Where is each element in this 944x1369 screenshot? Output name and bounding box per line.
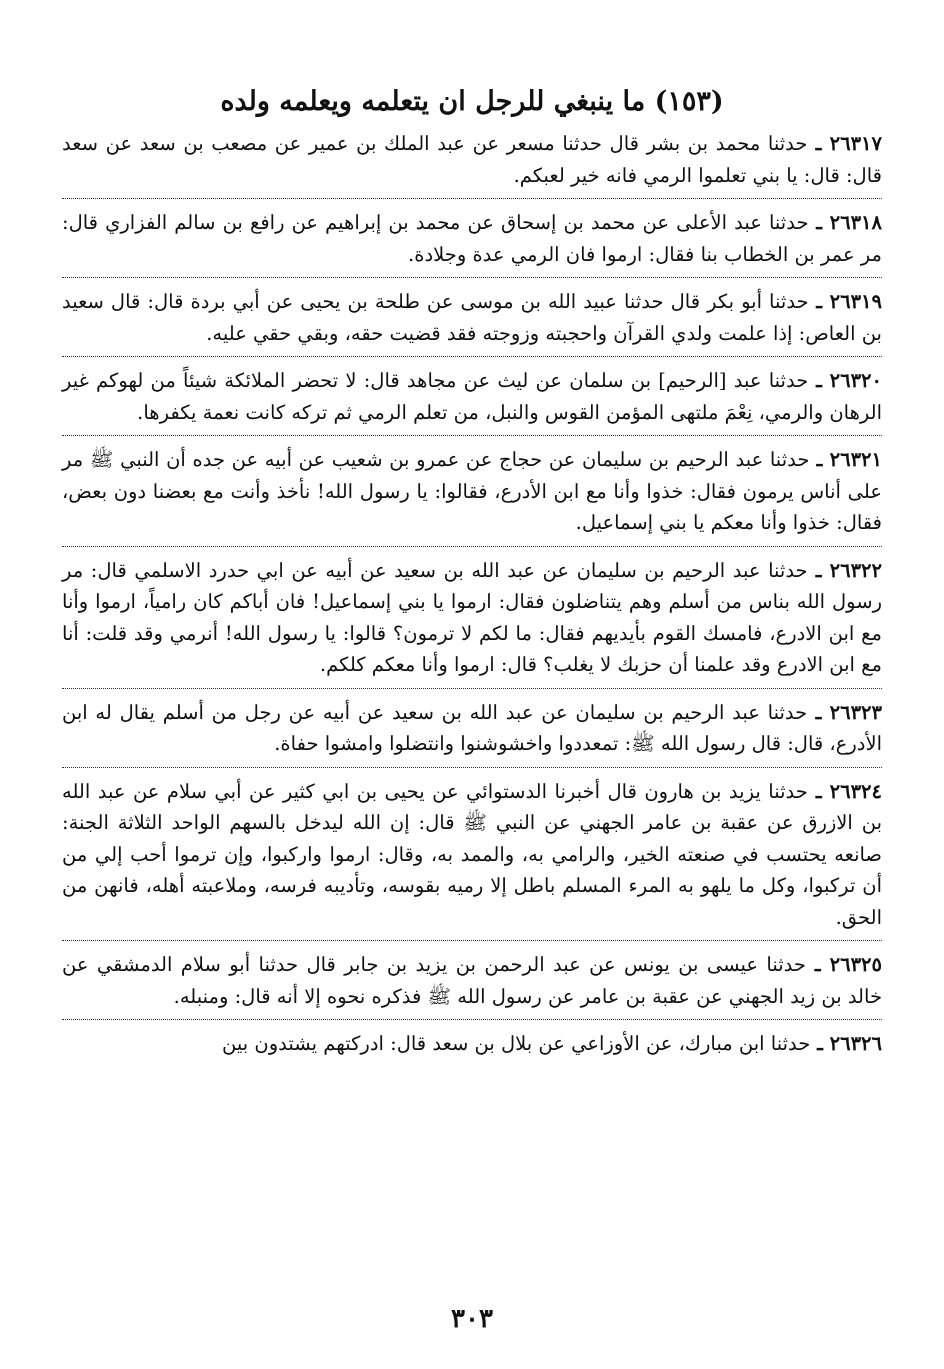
chapter-title: (١٥٣) ما ينبغي للرجل ان يتعلمه ويعلمه ولده [220, 86, 724, 117]
hadith-text: حدثنا أبو بكر قال حدثنا عبيد الله بن موسى عن طلحة بن يحيى عن أبي بردة قال: قال سعيد بن العاص: إذا علمت ولدي القرآن واحجبته وزوجته فقد قضيت حقه، وبقي حقي عليه. [62, 290, 882, 345]
hadith-text: حدثنا عبد [الرحيم] بن سلمان عن ليث عن مجاهد قال: لا تحضر الملائكة شيئاً من لهوكم غير الرهان والرمي، نِعْمَ ملتهى المؤمن القوس والنبل، من تعلم الرمي ثم تركه كانت نعمة يكفرها. [62, 369, 882, 424]
hadith-paragraph: ٢٦٣٢٣ ـ حدثنا عبد الرحيم بن سليمان عن عبد الله بن سعيد عن أبيه عن رجل من أسلم يقال له ابن الأدرع، قال: قال رسول الله ﷺ: تمعددوا واخشوشنوا وانتضلوا وامشوا حفاة. [62, 688, 882, 760]
hadith-text: حدثنا عبد الرحيم بن سليمان عن حجاج عن عمرو بن شعيب عن أبيه عن جده أن النبي ﷺ مر على أناس يرمون فقال: خذوا وأنا مع ابن الأدرع، فقالوا: يا رسول الله! نأخذ وأنت مع بعضنا دون بعض، فقال: خذوا وأنا معكم يا بني إسماعيل. [62, 448, 882, 534]
hadith-paragraph: ٢٦٣١٧ ـ حدثنا محمد بن بشر قال حدثنا مسعر عن عبد الملك بن عمير عن مصعب بن سعد عن سعد قال: قال: يا بني تعلموا الرمي فانه خير لعبكم. [62, 132, 882, 187]
hadith-paragraph: ٢٦٣٢٦ ـ حدثنا ابن مبارك، عن الأوزاعي عن بلال بن سعد قال: ادركتهم يشتدون بين [62, 1019, 882, 1060]
hadith-paragraph: ٢٦٣٢٤ ـ حدثنا يزيد بن هارون قال أخبرنا الدستوائي عن يحيى بن ابي كثير عن أبي سلام عن عبد الله بن الازرق عن عقبة بن عامر الجهني عن النبي ﷺ قال: إن الله ليدخل بالسهم الواحد الثلاثة الجنة: صانعه يحتسب في صنعته الخير، والرامي به، والممد به، وقال: ارموا واركبوا، وإن ترموا أحب إلي من أن تركبوا، وكل ما يلهو به المرء المسلم باطل إلا رميه بقوسه، وتأديبه فرسه، وملاعبته أهله، فانهن من الحق. [62, 767, 882, 934]
hadith-number: ٢٦٣٢٤ [829, 779, 882, 803]
hadith-number: ٢٦٣١٩ [829, 290, 882, 313]
hadith-number: ٢٦٣١٧ [829, 132, 882, 155]
hadith-number: ٢٦٣٢٠ [829, 369, 882, 392]
hadith-text: حدثنا عيسى بن يونس عن عبد الرحمن بن يزيد بن جابر قال حدثنا أبو سلام الدمشقي عن خالد بن زيد الجهني عن عقبة بن عامر عن رسول الله ﷺ فذكره نحوه إلا أنه قال: ومنبله. [62, 953, 882, 1008]
hadith-number: ٢٦٣٢١ [829, 448, 883, 471]
hadith-paragraph: ٢٦٣١٨ ـ حدثنا عبد الأعلى عن محمد بن إسحاق عن محمد بن إبراهيم عن رافع بن سالم الفزاري قال: مر عمر بن الخطاب بنا فقال: ارموا فان الرمي عدة وجلادة. [62, 198, 882, 270]
hadith-number: ٢٦٣٢٢ [829, 558, 883, 582]
hadith-paragraph: ٢٦٣١٩ ـ حدثنا أبو بكر قال حدثنا عبيد الله بن موسى عن طلحة بن يحيى عن أبي بردة قال: قال سعيد بن العاص: إذا علمت ولدي القرآن واحجبته وزوجته فقد قضيت حقه، وبقي حقي عليه. [62, 277, 882, 349]
hadith-text: حدثنا يزيد بن هارون قال أخبرنا الدستوائي عن يحيى بن ابي كثير عن أبي سلام عن عبد الله بن الازرق عن عقبة بن عامر الجهني عن النبي ﷺ قال: إن الله ليدخل بالسهم الواحد الثلاثة الجنة: صانعه يحتسب في صنعته الخير، والرامي به، والممد به، وقال: ارموا واركبوا، وإن ترموا أحب إلي من أن تركبوا، وكل ما يلهو به المرء المسلم باطل إلا رميه بقوسه، وتأديبه فرسه، وملاعبته أهله، فانهن من الحق. [62, 779, 882, 929]
hadith-list [62, 128, 882, 1060]
hadith-paragraph: ٢٦٣٢١ ـ حدثنا عبد الرحيم بن سليمان عن حجاج عن عمرو بن شعيب عن أبيه عن جده أن النبي ﷺ مر على أناس يرمون فقال: خذوا وأنا مع ابن الأدرع، فقالوا: يا رسول الله! نأخذ وأنت مع بعضنا دون بعض، فقال: خذوا وأنا معكم يا بني إسماعيل. [62, 435, 882, 539]
hadith-text: حدثنا عبد الأعلى عن محمد بن إسحاق عن محمد بن إبراهيم عن رافع بن سالم الفزاري قال: مر عمر بن الخطاب بنا فقال: ارموا فان الرمي عدة وجلادة. [62, 211, 882, 266]
hadith-text: حدثنا ابن مبارك، عن الأوزاعي عن بلال بن سعد قال: ادركتهم يشتدون بين [222, 1032, 811, 1055]
hadith-number: ٢٦٣٢٣ [829, 700, 882, 724]
page-number: ٣٠٣ [451, 1304, 493, 1334]
hadith-number: ٢٦٣٢٦ [829, 1032, 882, 1055]
hadith-text: حدثنا عبد الرحيم بن سليمان عن عبد الله بن سعيد عن أبيه عن رجل من أسلم يقال له ابن الأدرع، قال: قال رسول الله ﷺ: تمعددوا واخشوشنوا وانتضلوا وامشوا حفاة. [62, 700, 882, 755]
hadith-text: حدثنا محمد بن بشر قال حدثنا مسعر عن عبد الملك بن عمير عن مصعب بن سعد عن سعد قال: قال: يا بني تعلموا الرمي فانه خير لعبكم. [62, 132, 882, 187]
hadith-paragraph: ٢٦٣٢٠ ـ حدثنا عبد [الرحيم] بن سلمان عن ليث عن مجاهد قال: لا تحضر الملائكة شيئاً من لهوكم غير الرهان والرمي، نِعْمَ ملتهى المؤمن القوس والنبل، من تعلم الرمي ثم تركه كانت نعمة يكفرها. [62, 356, 882, 428]
hadith-number: ٢٦٣٢٥ [829, 953, 882, 976]
book-page [62, 80, 883, 1334]
hadith-text: حدثنا عبد الرحيم بن سليمان عن عبد الله بن سعيد عن أبيه عن ابي حدرد الاسلمي قال: مر رسول الله بناس من أسلم وهم يتناضلون فقال: ارموا يا بني إسماعيل! فان أباكم كان رامياً، ارموا وأنا مع ابن الادرع، فامسك القوم بأيديهم فقال: ما لكم لا ترمون؟ قالوا: يا رسول الله! أنرمي وقد قلت: أنا مع ابن الادرع وقد علمنا أن حزبك لا يغلب؟ قال: ارموا وأنا معكم كلكم. [62, 558, 882, 676]
hadith-paragraph: ٢٦٣٢٥ ـ حدثنا عيسى بن يونس عن عبد الرحمن بن يزيد بن جابر قال حدثنا أبو سلام الدمشقي عن خالد بن زيد الجهني عن عقبة بن عامر عن رسول الله ﷺ فذكره نحوه إلا أنه قال: ومنبله. [62, 940, 882, 1012]
hadith-number: ٢٦٣١٨ [829, 211, 883, 234]
hadith-paragraph: ٢٦٣٢٢ ـ حدثنا عبد الرحيم بن سليمان عن عبد الله بن سعيد عن أبيه عن ابي حدرد الاسلمي قال: مر رسول الله بناس من أسلم وهم يتناضلون فقال: ارموا يا بني إسماعيل! فان أباكم كان رامياً، ارموا وأنا مع ابن الادرع، فامسك القوم بأيديهم فقال: ما لكم لا ترمون؟ قالوا: يا رسول الله! أنرمي وقد قلت: أنا مع ابن الادرع وقد علمنا أن حزبك لا يغلب؟ قال: ارموا وأنا معكم كلكم. [62, 546, 882, 681]
